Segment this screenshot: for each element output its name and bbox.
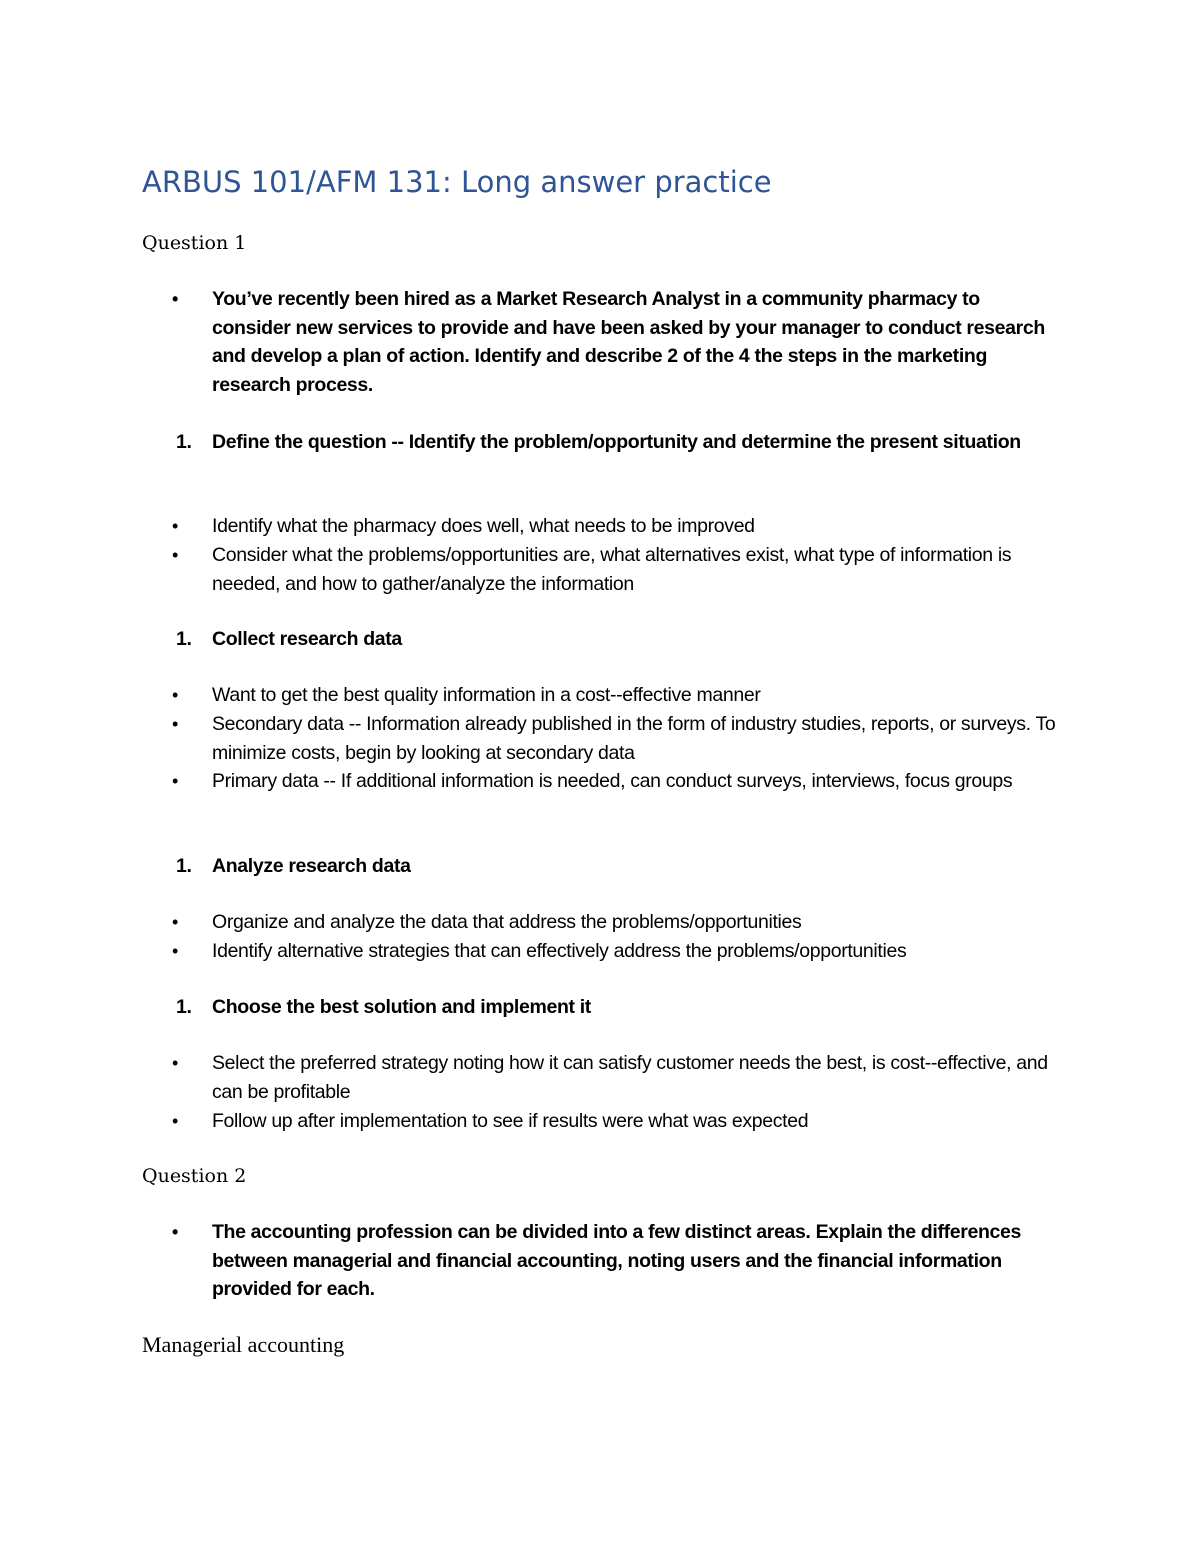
step-heading bbox=[142, 852, 1062, 881]
list-item-text: Select the preferred strategy noting how it can satisfy customer needs the best, is cost--effective, and can be profitable bbox=[212, 1052, 1048, 1103]
list-item bbox=[142, 937, 1062, 966]
list-item-text: Follow up after implementation to see if results were what was expected bbox=[212, 1110, 809, 1132]
list-item bbox=[142, 1107, 1062, 1136]
bullet-marker: • bbox=[172, 1222, 178, 1242]
bullet-marker: • bbox=[172, 771, 178, 791]
list-item bbox=[142, 767, 1062, 796]
bullet-marker: • bbox=[172, 685, 178, 705]
list-item bbox=[142, 1049, 1062, 1106]
list-item-text: Primary data -- If additional information is needed, can conduct surveys, interviews, focus groups bbox=[212, 770, 1013, 792]
list-item-text: Want to get the best quality information in a cost--effective manner bbox=[212, 684, 761, 706]
list-item-text: Consider what the problems/opportunities are, what alternatives exist, what type of information is needed, and how to gather/analyze the information bbox=[212, 544, 1012, 595]
prompt-text: You’ve recently been hired as a Market Research Analyst in a community pharmacy to consider new services to provide and have been asked by your manager to conduct research and develop a plan of action. Identify and describe 2 of the 4 the steps in the marketing research process. bbox=[212, 288, 1045, 396]
list-item bbox=[142, 908, 1062, 937]
number-marker: 1. bbox=[176, 855, 192, 877]
section-heading: Managerial accounting bbox=[142, 1332, 345, 1357]
list-item bbox=[142, 512, 1062, 541]
bullet-marker: • bbox=[172, 714, 178, 734]
step-heading-text: Choose the best solution and implement it bbox=[212, 996, 591, 1018]
bullet-marker: • bbox=[172, 516, 178, 536]
list-item bbox=[142, 710, 1062, 767]
question-2-prompt bbox=[142, 1218, 1062, 1304]
list-item bbox=[142, 541, 1062, 598]
question-1-label: Question 1 bbox=[142, 232, 247, 254]
list-item bbox=[142, 681, 1062, 710]
list-item-text: Secondary data -- Information already published in the form of industry studies, reports, or surveys. To minimize costs, begin by looking at secondary data bbox=[212, 713, 1056, 764]
step-heading bbox=[142, 428, 1062, 457]
question-1-prompt bbox=[142, 285, 1062, 399]
step-heading-text: Collect research data bbox=[212, 628, 402, 650]
number-marker: 1. bbox=[176, 431, 192, 453]
list-item-text: Identify alternative strategies that can effectively address the problems/opportunities bbox=[212, 940, 907, 962]
number-marker: 1. bbox=[176, 628, 192, 650]
question-2-label: Question 2 bbox=[142, 1165, 247, 1187]
step-heading bbox=[142, 993, 1062, 1022]
bullet-marker: • bbox=[172, 545, 178, 565]
bullet-marker: • bbox=[172, 1053, 178, 1073]
step-heading-text: Analyze research data bbox=[212, 855, 411, 877]
bullet-marker: • bbox=[172, 941, 178, 961]
step-heading bbox=[142, 625, 1062, 654]
prompt-text: The accounting profession can be divided into a few distinct areas. Explain the differences between managerial and financial accounting, noting users and the financial information provided for each. bbox=[212, 1221, 1022, 1301]
bullet-marker: • bbox=[172, 912, 178, 932]
bullet-marker: • bbox=[172, 1111, 178, 1131]
list-item-text: Organize and analyze the data that address the problems/opportunities bbox=[212, 911, 802, 933]
document-title: ARBUS 101/AFM 131: Long answer practice bbox=[142, 165, 772, 199]
step-heading-text: Define the question -- Identify the problem/opportunity and determine the present situation bbox=[212, 431, 1021, 453]
list-item-text: Identify what the pharmacy does well, what needs to be improved bbox=[212, 515, 755, 537]
bullet-marker: • bbox=[172, 289, 178, 309]
number-marker: 1. bbox=[176, 996, 192, 1018]
